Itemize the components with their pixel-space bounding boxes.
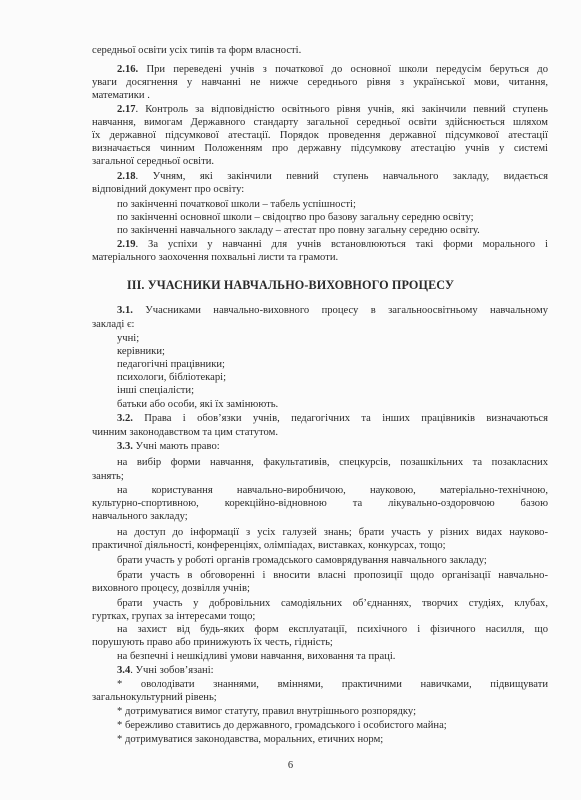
text-line [92, 426, 330, 439]
text-line [92, 470, 140, 483]
text-line [117, 678, 548, 691]
line-text: чинним законодавством та цим статутом. [92, 427, 278, 438]
line-text: учні; [117, 333, 140, 344]
line-text: керівники; [117, 346, 165, 357]
text-line [117, 384, 260, 397]
line-text: * дотримуватися законодавства, моральних, етичних норм; [117, 734, 384, 745]
text-line [92, 155, 400, 168]
clause-number: 2.16. [117, 64, 139, 75]
text-line [117, 238, 548, 251]
text-line [92, 636, 400, 649]
text-line [92, 582, 330, 595]
line-text: їх державної підсумкової атестації. Порядок проведення державної підсумкової атестації [92, 130, 548, 141]
line-text: брати участь у добровільних самодіяльних об’єднаннях, творчих студіях, клубах, [117, 598, 548, 609]
text-line [117, 664, 300, 677]
clause-number: 2.19 [117, 239, 136, 250]
text-line [117, 358, 260, 371]
clause-number: 3.3. [117, 441, 133, 452]
text-line [117, 332, 180, 345]
line-text: на безпечні і нешкідливі умови навчання, виховання та праці. [117, 651, 396, 662]
line-text: практичної діяльності, конференціях, олімпіадах, виставках, конкурсах, тощо; [92, 540, 446, 551]
line-text: навчального закладу; [92, 511, 188, 522]
line-text: на користування навчально-виробничою, науковою, матеріально-технічною, [117, 485, 548, 496]
line-text: психологи, бібліотекарі; [117, 372, 227, 383]
line-text: виховного процесу, дозвілля учнів; [92, 583, 250, 594]
clause-number: 3.4 [117, 665, 131, 676]
text-line [117, 719, 500, 732]
text-line [117, 440, 300, 453]
text-line [117, 170, 548, 183]
line-text: по закінченні основної школи – свідоцтво про базову загальну середню освіту; [117, 212, 474, 223]
text-line [92, 183, 420, 196]
text-line [92, 251, 420, 264]
text-line [117, 103, 548, 116]
line-text: . Контроль за відповідністю освітнього рівня учнів, які закінчили певний ступень [135, 104, 548, 115]
line-text: Учні мають право: [132, 441, 220, 452]
line-text: матеріального заохочення похвальні листи та грамоти. [92, 252, 339, 263]
text-line [117, 412, 548, 425]
line-text: по закінченні початкової школи – табель успішності; [117, 199, 356, 210]
text-line [92, 318, 180, 331]
line-text: педагогічні працівники; [117, 359, 225, 370]
line-text: брати участь в обговоренні і вносити власні пропозиції щодо організації навчально- [117, 570, 548, 581]
clause-number: 2.17 [117, 104, 136, 115]
text-line [117, 198, 450, 211]
text-line [117, 597, 548, 610]
line-text: * оволодівати знаннями, вміннями, практичними навичками, підвищувати [117, 679, 548, 690]
line-text: середньої освіти усіх типів та форм власності. [92, 45, 302, 56]
line-text: по закінченні навчального закладу – атестат про повну загальну середню освіту. [117, 225, 480, 236]
text-line [117, 484, 548, 497]
line-text: батьки або особи, які їх замінюють. [117, 399, 279, 410]
line-text: * бережливо ставитись до державного, громадського і особистого майна; [117, 720, 447, 731]
line-text: уваги досягнення у навчанні не нижче середнього рівня з української мови, читання, [92, 77, 548, 88]
text-line [117, 526, 548, 539]
text-line [117, 569, 548, 582]
text-line [117, 304, 548, 317]
line-text: . Учні зобов’язані: [130, 665, 214, 676]
line-text: відповідний документ про освіту: [92, 184, 245, 195]
text-line [117, 650, 460, 663]
text-line [117, 398, 420, 411]
line-text: порушують право або принижують їх честь, гідність; [92, 637, 333, 648]
text-line [117, 733, 450, 746]
line-text: на вибір форми навчання, факультативів, спецкурсів, позашкільних та позакласних [117, 457, 548, 468]
clause-number: 2.18 [117, 171, 136, 182]
text-line [92, 76, 548, 89]
line-text: . Учням, які закінчили певний ступень навчального закладу, видається [135, 171, 548, 182]
line-text: інші спеціалісти; [117, 385, 195, 396]
line-text: Учасниками навчально-виховного процесу в загальноосвітньому навчальному [132, 305, 548, 316]
text-line [117, 345, 200, 358]
text-line [92, 610, 330, 623]
line-text: культурно-спортивною, корекційно-відновною та лікувально-оздоровчою базою [92, 498, 548, 509]
clause-number: 3.2. [117, 413, 133, 424]
line-text: навчання, вимогам Державного стандарту загальної середньої освіти здійснюється шляхом [92, 117, 548, 128]
line-text: занять; [92, 471, 124, 482]
text-line [117, 371, 260, 384]
line-text: загальнокультурний рівень; [92, 692, 217, 703]
line-text: брати участь у роботі органів громадського самоврядування навчального закладу; [117, 555, 487, 566]
line-text: При переведені учнів з початкової до основної школи передусім беруться до [138, 64, 548, 75]
line-text: гуртках, групах за інтересами тощо; [92, 611, 256, 622]
line-text: загальної середньої освіти. [92, 156, 215, 167]
text-line [92, 539, 480, 552]
text-line [92, 129, 548, 142]
text-line [92, 89, 300, 102]
line-text: Права і обов’язки учнів, педагогічних та інших працівників визначаються [132, 413, 548, 424]
clause-number: 3.1. [117, 305, 133, 316]
text-line [117, 623, 548, 636]
text-line [92, 116, 548, 129]
text-line [117, 63, 548, 76]
line-text: визначається чинним Положенням про державну підсумкову атестацію учнів у системі [92, 143, 548, 154]
line-text: . За успіхи у навчанні для учнів встановлюються такі форми морального і [135, 239, 548, 250]
text-line [117, 224, 540, 237]
text-line [92, 142, 548, 155]
text-line [117, 211, 510, 224]
text-line [92, 497, 548, 510]
text-line [92, 44, 496, 57]
line-text: закладі є: [92, 319, 135, 330]
page-number: 6 [287, 760, 294, 771]
line-text: на захист від будь-яких форм експлуатації, психічного і фізичного насилля, що [117, 624, 548, 635]
text-line [92, 510, 260, 523]
line-text: * дотримуватися вимог статуту, правил внутрішнього розпорядку; [117, 706, 417, 717]
text-line [117, 456, 548, 469]
text-line [117, 705, 470, 718]
line-text: на доступ до інформації з усіх галузей знань; брати участь у різних видах науково- [117, 527, 548, 538]
line-text: математики . [92, 90, 150, 101]
section-heading: ІІІ. УЧАСНИКИ НАВЧАЛЬНО-ВИХОВНОГО ПРОЦЕСУ [126, 278, 455, 292]
text-line [92, 691, 330, 704]
text-line [117, 554, 548, 567]
